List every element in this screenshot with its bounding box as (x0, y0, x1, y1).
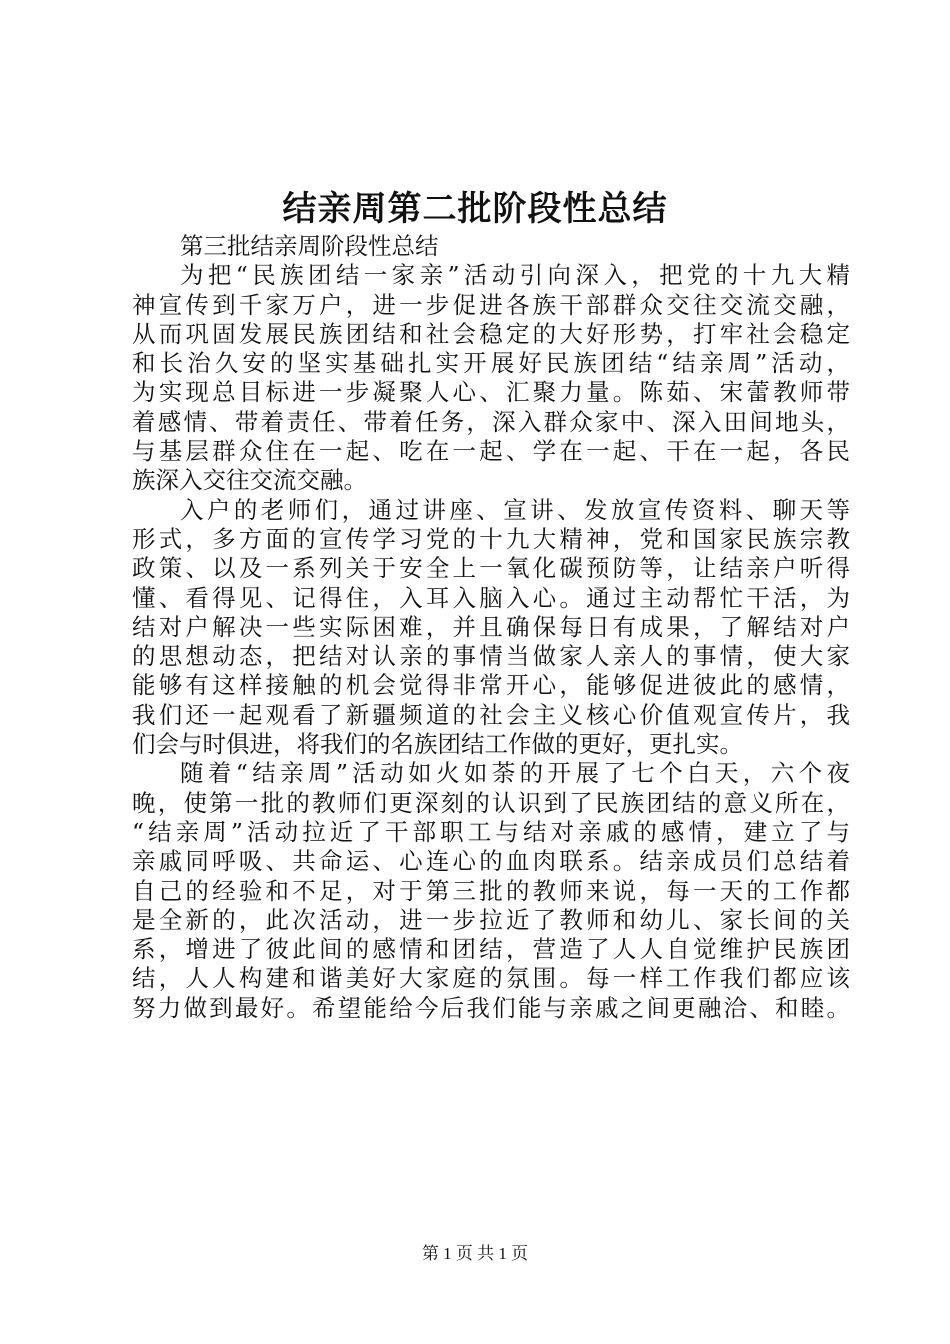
text-line: 懂、看得见、记得住，入耳入脑入心。通过主动帮忙干活，为 (132, 583, 850, 612)
text-line: 从而巩固发展民族团结和社会稳定的大好形势，打牢社会稳定 (132, 319, 850, 348)
text-line: 与基层群众住在一起、吃在一起、学在一起、干在一起，各民 (132, 437, 850, 466)
text-line: “结亲周”活动拉近了干部职工与结对亲戚的感情，建立了与 (132, 817, 850, 846)
text-line: 晚，使第一批的教师们更深刻的认识到了民族团结的意义所在， (132, 788, 850, 817)
text-line: 自己的经验和不足，对于第三批的教师来说，每一天的工作都 (132, 876, 850, 905)
text-line: 入户的老师们，通过讲座、宣讲、发放宣传资料、聊天等 (180, 495, 850, 524)
document-title: 结亲周第二批阶段性总结 (282, 189, 668, 229)
text-line: 是全新的，此次活动，进一步拉近了教师和幼儿、家长间的关 (132, 905, 850, 934)
text-line: 结对户解决一些实际困难，并且确保每日有成果，了解结对户 (132, 612, 850, 641)
text-line: 第三批结亲周阶段性总结 (180, 232, 439, 260)
text-line: 神宣传到千家万户，进一步促进各族干部群众交往交流交融， (132, 290, 850, 319)
text-line: 能够有这样接触的机会觉得非常开心，能够促进彼此的感情， (132, 671, 850, 700)
text-line: 系，增进了彼此间的感情和团结，营造了人人自觉维护民族团 (132, 935, 850, 964)
text-line: 和长治久安的坚实基础扎实开展好民族团结“结亲周”活动， (132, 349, 850, 378)
text-line: 亲戚同呼吸、共命运、心连心的血肉联系。结亲成员们总结着 (132, 847, 850, 876)
document-body (132, 232, 850, 1023)
text-line: 我们还一起观看了新疆频道的社会主义核心价值观宣传片，我 (132, 700, 850, 729)
page-number-footer: 第 1 页 共 1 页 (421, 1244, 529, 1263)
text-line: 形式，多方面的宣传学习党的十九大精神，党和国家民族宗教 (132, 524, 850, 553)
text-line: 族深入交往交流交融。 (132, 466, 367, 495)
text-line: 随着“结亲周”活动如火如荼的开展了七个白天，六个夜 (180, 759, 850, 788)
text-line: 为实现总目标进一步凝聚人心、汇聚力量。陈茹、宋蕾教师带 (132, 378, 850, 407)
text-line: 着感情、带着责任、带着任务，深入群众家中、深入田间地头， (132, 407, 850, 436)
text-line: 结，人人构建和谐美好大家庭的氛围。每一样工作我们都应该 (132, 964, 850, 993)
text-line: 政策、以及一系列关于安全上一氧化碳预防等，让结亲户听得 (132, 554, 850, 583)
text-line: 们会与时俱进，将我们的名族团结工作做的更好，更扎实。 (132, 730, 743, 759)
text-line: 努力做到最好。希望能给今后我们能与亲戚之间更融洽、和睦。 (132, 993, 850, 1022)
text-line: 的思想动态，把结对认亲的事情当做家人亲人的事情，使大家 (132, 642, 850, 671)
text-line: 为把“民族团结一家亲”活动引向深入，把党的十九大精 (180, 261, 850, 290)
